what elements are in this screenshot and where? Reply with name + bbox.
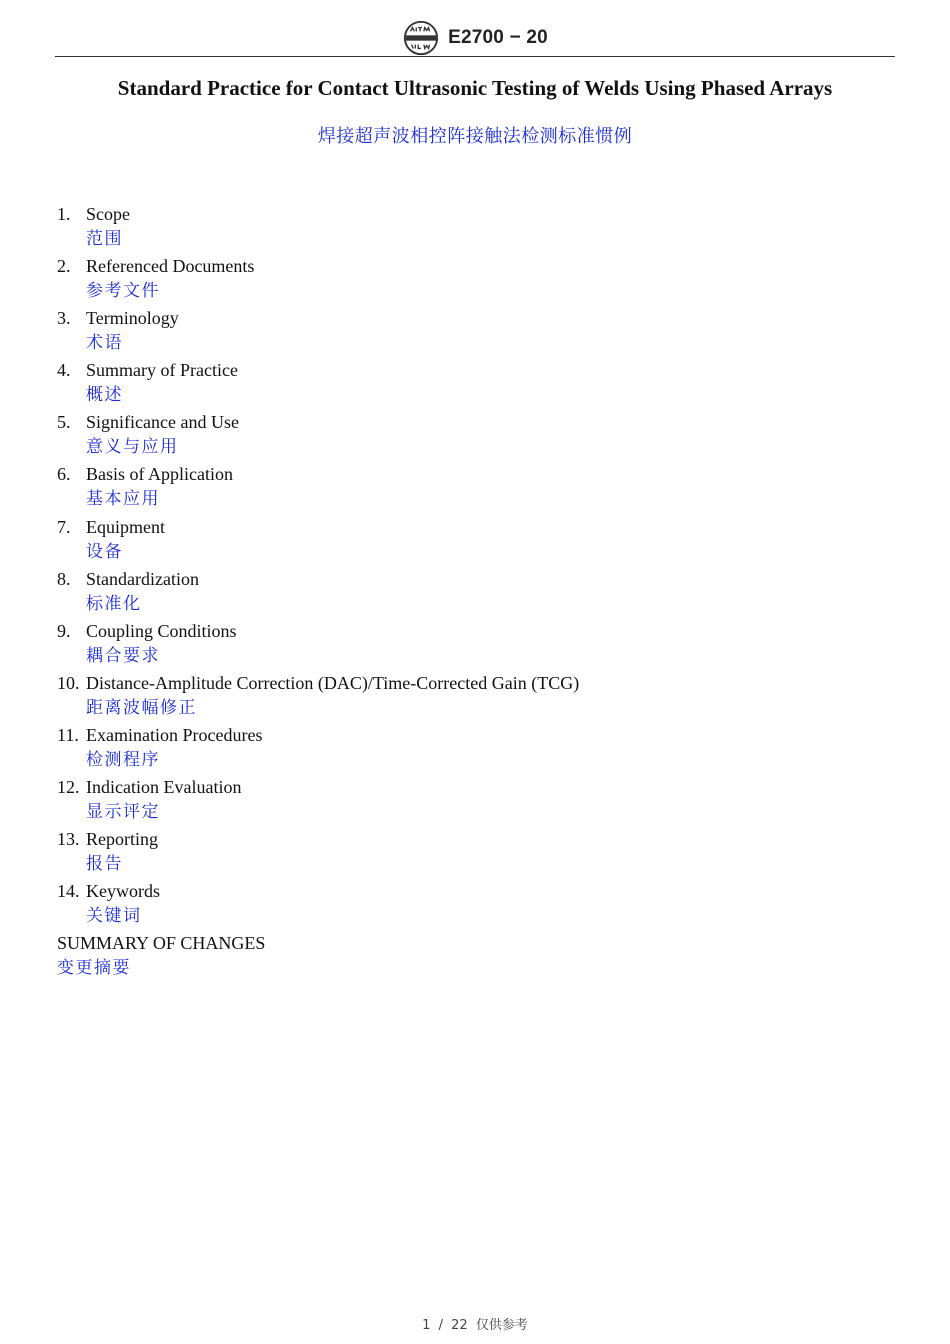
toc-label: SUMMARY OF CHANGES — [57, 933, 266, 954]
table-of-contents — [57, 200, 917, 981]
page-total: 22 — [451, 1318, 468, 1333]
toc-number: 1. — [57, 204, 71, 224]
toc-item-basis-of-application — [57, 460, 917, 512]
toc-label-chinese: 术语 — [86, 333, 123, 354]
toc-number: 4. — [57, 360, 71, 381]
toc-label-chinese: 概述 — [86, 385, 123, 406]
toc-label: Coupling Conditions — [86, 620, 237, 641]
toc-item-equipment — [57, 513, 917, 565]
toc-item-significance-and-use — [57, 408, 917, 460]
toc-item-summary-of-changes — [57, 929, 917, 981]
toc-label: Standardization — [86, 568, 199, 589]
toc-label: Scope — [86, 204, 130, 224]
page-number: 1 — [422, 1318, 431, 1333]
toc-number: 2. — [57, 256, 71, 277]
page-footer — [0, 1314, 950, 1333]
document-title-chinese: 焊接超声波相控阵接触法检测标准惯例 — [317, 126, 633, 147]
toc-item-keywords — [57, 877, 917, 929]
toc-label-chinese: 耦合要求 — [86, 645, 160, 666]
toc-label: Reporting — [86, 829, 158, 850]
header-divider — [55, 56, 895, 57]
toc-number: 7. — [57, 516, 71, 537]
toc-number: 11. — [57, 724, 79, 745]
toc-item-examination-procedures — [57, 721, 917, 773]
toc-item-scope — [57, 200, 917, 252]
toc-item-summary-of-practice — [57, 356, 917, 408]
toc-label-chinese: 显示评定 — [86, 802, 160, 823]
toc-label: Basis of Application — [86, 464, 233, 485]
document-title: Standard Practice for Contact Ultrasonic Testing of Welds Using Phased Arrays — [117, 76, 833, 100]
toc-number: 12. — [57, 777, 80, 798]
toc-number: 14. — [57, 881, 80, 902]
toc-item-coupling-conditions — [57, 617, 917, 669]
toc-label-chinese: 范围 — [86, 229, 123, 249]
toc-item-indication-evaluation — [57, 773, 917, 825]
toc-number: 10. — [57, 672, 80, 693]
toc-label: Indication Evaluation — [86, 777, 242, 798]
toc-label-chinese: 意义与应用 — [86, 437, 179, 458]
toc-number: 5. — [57, 412, 71, 433]
toc-label: Referenced Documents — [86, 256, 255, 277]
toc-item-standardization — [57, 565, 917, 617]
toc-label-chinese: 参考文件 — [86, 281, 160, 302]
toc-item-dac-tcg — [57, 669, 917, 721]
page-separator: / — [438, 1318, 443, 1333]
toc-label: Terminology — [86, 308, 179, 329]
toc-label: Distance-Amplitude Correction (DAC)/Time-Corrected Gain (TCG) — [86, 672, 580, 693]
toc-label-chinese: 距离波幅修正 — [86, 697, 197, 718]
toc-number: 13. — [57, 829, 80, 850]
toc-number: 9. — [57, 620, 71, 641]
reference-note: 仅供参考 — [475, 1318, 528, 1333]
toc-number: 6. — [57, 464, 71, 485]
toc-label-chinese: 基本应用 — [86, 489, 160, 510]
toc-item-terminology — [57, 304, 917, 356]
toc-label: Significance and Use — [86, 412, 239, 433]
toc-label: Equipment — [86, 516, 165, 537]
toc-label: Examination Procedures — [86, 724, 263, 745]
toc-label-chinese: 检测程序 — [86, 749, 160, 770]
toc-number: 3. — [57, 308, 71, 329]
toc-label-chinese: 关键词 — [86, 906, 142, 927]
toc-label-chinese: 标准化 — [86, 593, 142, 614]
toc-label-chinese: 设备 — [86, 541, 123, 562]
toc-item-reporting — [57, 825, 917, 877]
toc-number: 8. — [57, 568, 71, 589]
toc-item-referenced-documents — [57, 252, 917, 304]
toc-label-chinese: 变更摘要 — [57, 958, 131, 979]
toc-label: Keywords — [86, 881, 160, 902]
toc-label: Summary of Practice — [86, 360, 238, 381]
toc-label-chinese: 报告 — [86, 854, 123, 875]
page-header — [0, 20, 950, 56]
astm-logo-icon — [402, 19, 440, 57]
document-designation: E2700 − 20 — [448, 27, 548, 48]
